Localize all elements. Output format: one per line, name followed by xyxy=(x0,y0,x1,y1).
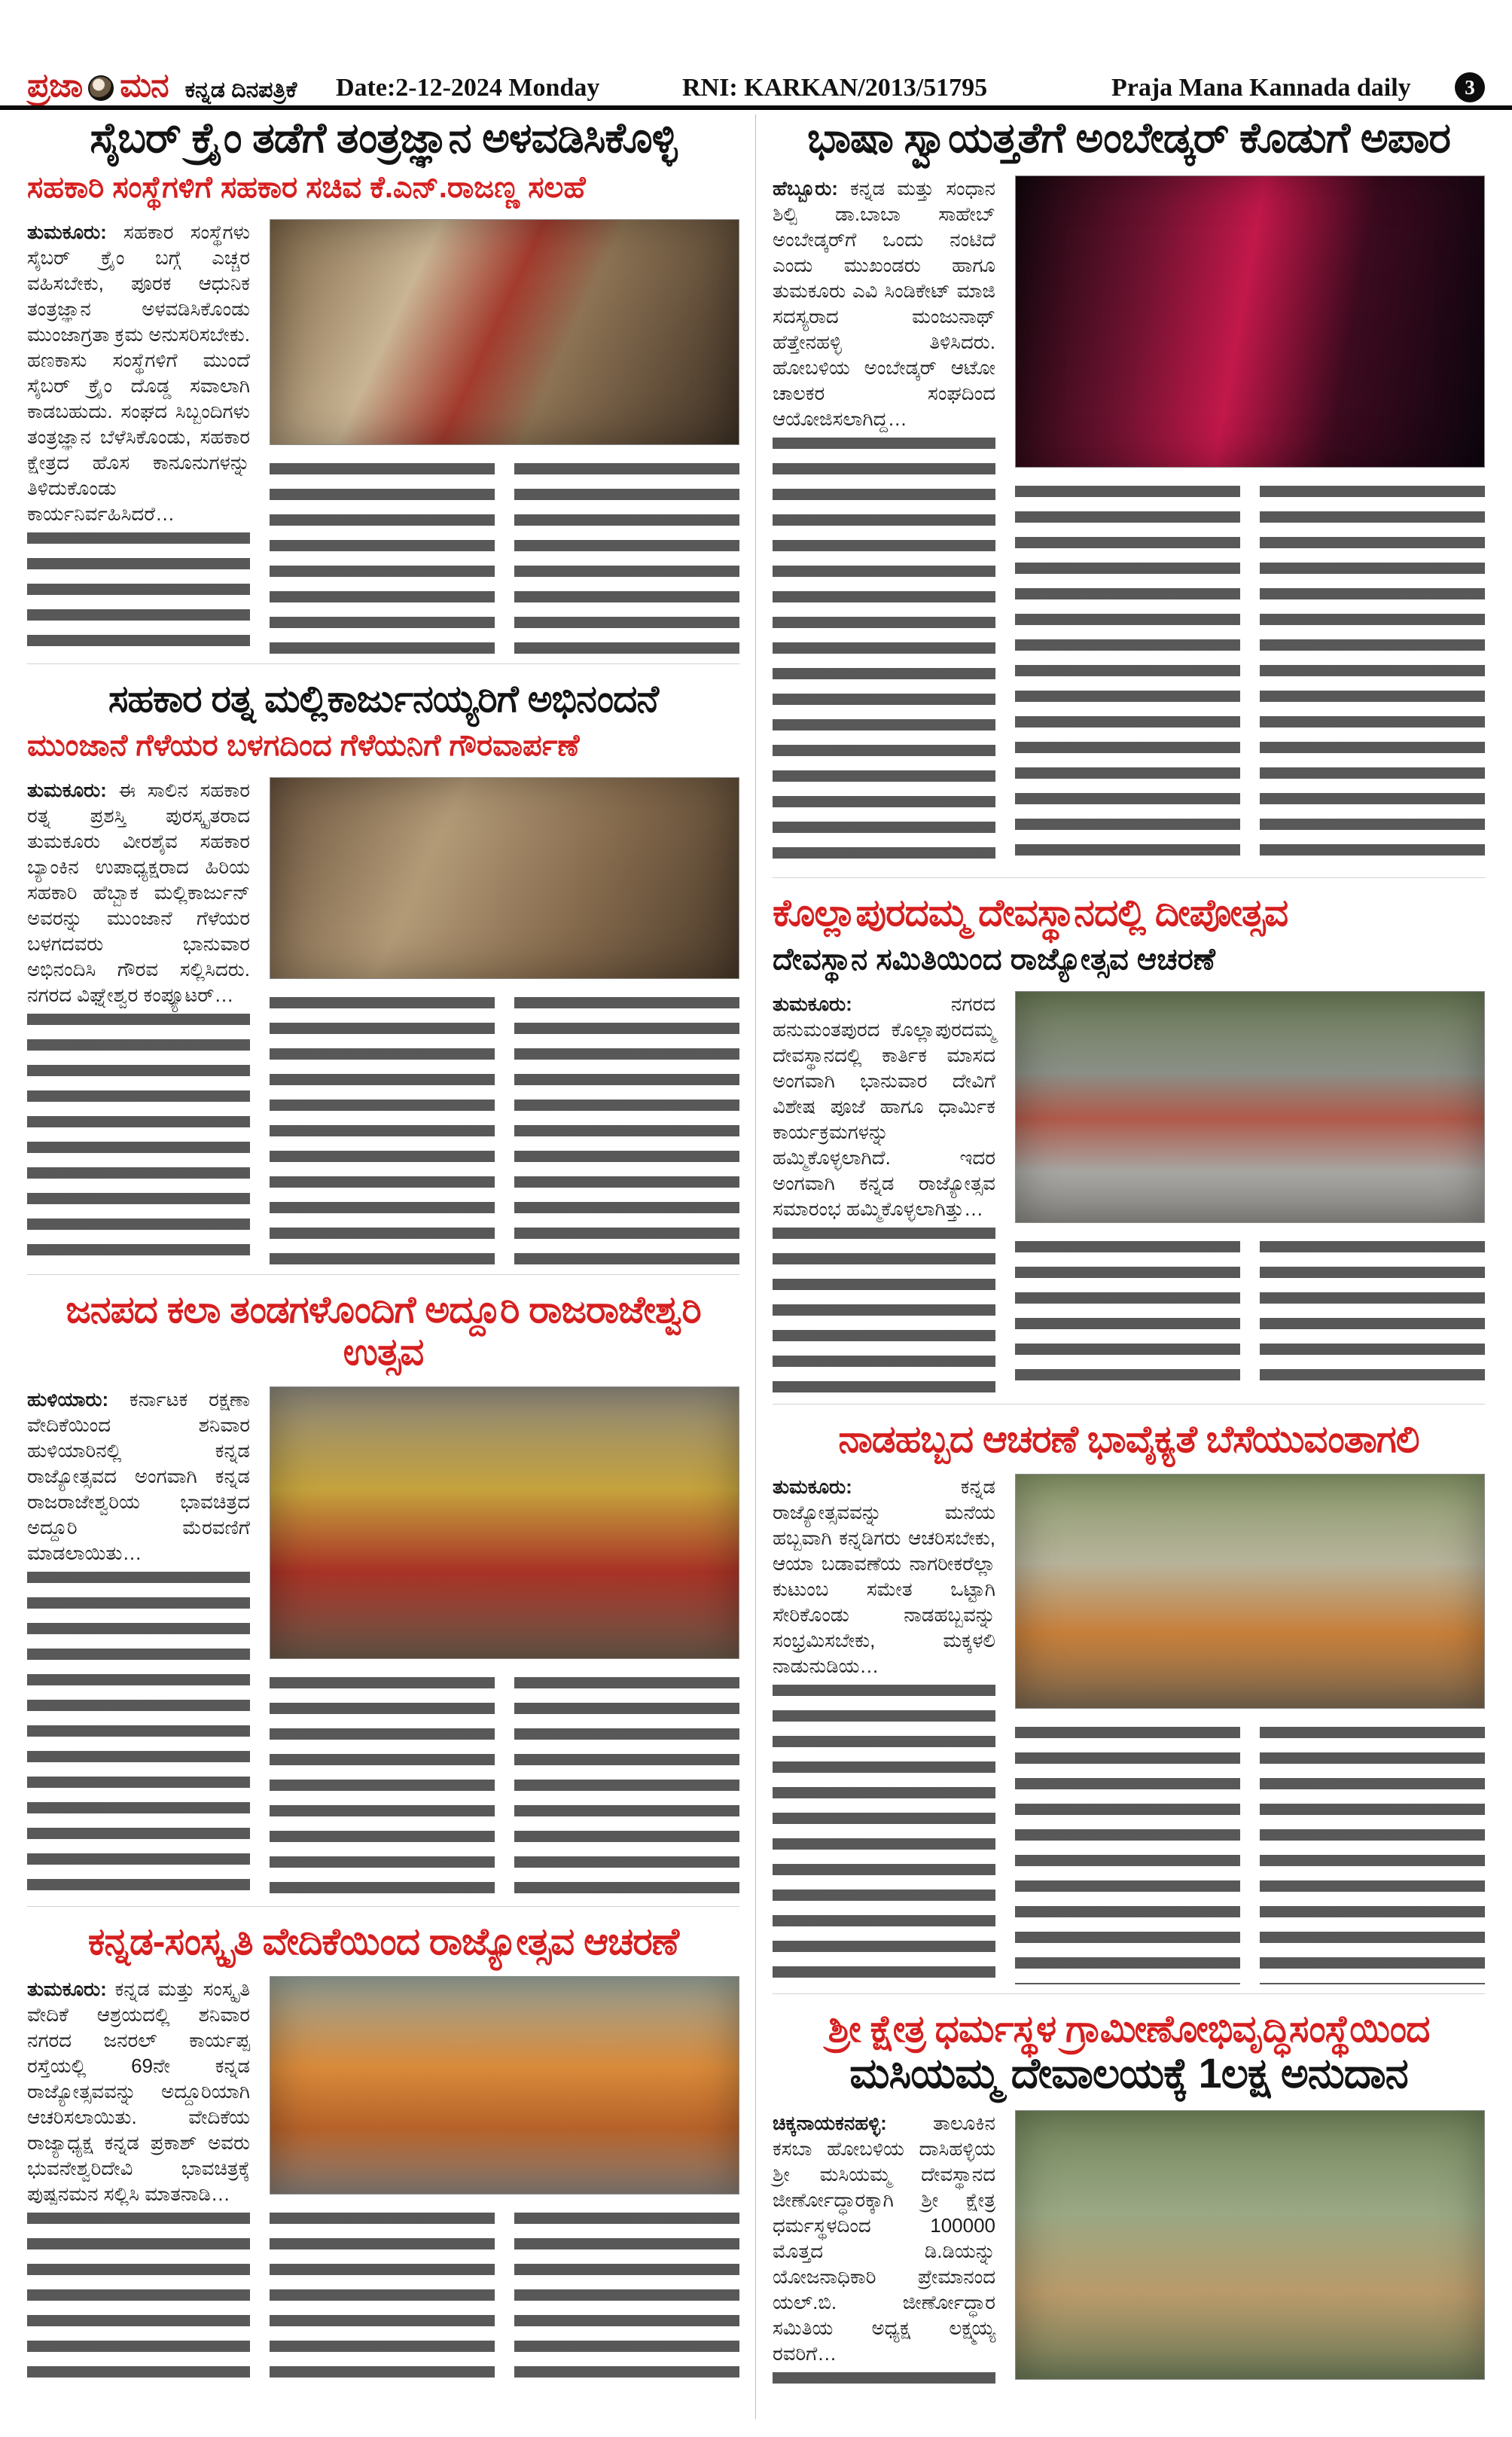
article-headline: ಕನ್ನಡ-ಸಂಸ್ಕೃತಿ ವೇದಿಕೆಯಿಂದ ರಾಜ್ಯೋತ್ಸವ ಆಚರಣೆ xyxy=(87,1920,679,1963)
body-lead: ಕರ್ನಾಟಕ ರಕ್ಷಣಾ ವೇದಿಕೆಯಿಂದ ಶನಿವಾರ ಹುಳಿಯಾರಿನಲ್ಲಿ ಕನ್ನಡ ರಾಜ್ಯೋತ್ಸವದ ಅಂಗವಾಗಿ ಕನ್ನಡ ರಾಜರಾಜೇಶ್ವರಿಯ ಭಾವಚಿತ್ರದ ಅದ್ದೂರಿ ಮೆರವಣಿಗೆ ಮಾಡಲಾಯಿತು… xyxy=(27,1387,250,1564)
body-text-columns xyxy=(1015,1721,1485,1984)
article-photo xyxy=(270,219,739,445)
article-subhead: ದೇವಸ್ಥಾನ ಸಮಿತಿಯಿಂದ ರಾಜ್ಯೋತ್ಸವ ಆಚರಣೆ xyxy=(773,942,1215,976)
body-lead: ಸಹಕಾರ ಸಂಸ್ಥೆಗಳು ಸೈಬರ್ ಕ್ರೈಂ ಬಗ್ಗೆ ಎಚ್ಚರ ವಹಿಸಬೇಕು, ಪೂರಕ ಆಧುನಿಕ ತಂತ್ರಜ್ಞಾನ ಅಳವಡಿಸಿಕೊಂಡು ಮುಂಜಾಗ್ರತಾ ಕ್ರಮ ಅನುಸರಿಸಬೇಕು. ಹಣಕಾಸು ಸಂಸ್ಥೆಗಳಿಗೆ ಮುಂದೆ ಸೈಬರ್ ಕ್ರೈಂ ದೊಡ್ಡ ಸವಾಲಾಗಿ ಕಾಡಬಹುದು. ಸಂಘದ ಸಿಬ್ಬಂದಿಗಳು ತಂತ್ರಜ್ಞಾನ ಬೆಳೆಸಿಕೊಂಡು, ಸಹಕಾರ ಕ್ಷೇತ್ರದ ಹೊಸ ಕಾನೂನುಗಳನ್ನು ತಿಳಿದುಕೊಂಡು ಕಾರ್ಯನಿರ್ವಹಿಸಿದರೆ… xyxy=(27,220,250,525)
body-column-1 xyxy=(773,175,995,868)
dateline: ಹೆಬ್ಬೂರು: xyxy=(773,176,838,200)
body-lead: ನಗರದ ಹನುಮಂತಪುರದ ಕೊಲ್ಲಾಪುರದಮ್ಮ ದೇವಸ್ಥಾನದಲ್ಲಿ ಕಾರ್ತಿಕ ಮಾಸದ ಅಂಗವಾಗಿ ಭಾನುವಾರ ದೇವಿಗೆ ವಿಶೇಷ ಪೂಜೆ ಹಾಗೂ ಧಾರ್ಮಿಕ ಕಾರ್ಯಕ್ರಮಗಳನ್ನು ಹಮ್ಮಿಕೊಳ್ಳಲಾಗಿದೆ. ಇದರ ಅಂಗವಾಗಿ ಕನ್ನಡ ರಾಜ್ಯೋತ್ಸವ ಸಮಾರಂಭ ಹಮ್ಮಿಕೊಳ್ಳಲಾಗಿತ್ತು… xyxy=(773,992,995,1220)
article-body-text xyxy=(773,1474,995,1679)
newspaper-logo xyxy=(27,69,297,102)
body-column-1 xyxy=(27,1976,250,2380)
article-dharmasthala-grant xyxy=(773,2008,1485,2397)
article-headline: ಸೈಬರ್ ಕ್ರೈಂ ತಡೆಗೆ ತಂತ್ರಜ್ಞಾನ ಅಳವಡಿಸಿಕೊಳ್ಳಿ xyxy=(90,114,677,161)
article-body-layout xyxy=(27,777,739,1265)
body-text-columns xyxy=(270,991,739,1265)
logo-tagline: ಕನ್ನಡ ದಿನಪತ್ರಿಕೆ xyxy=(184,78,297,102)
article-headline-line2: ಮಸಿಯಮ್ಮ ದೇವಾಲಯಕ್ಕೆ 1ಲಕ್ಷ ಅನುದಾನ xyxy=(849,2048,1408,2097)
article-body-text xyxy=(773,2110,995,2366)
article-naadahabba xyxy=(773,1418,1485,1994)
body-text-placeholder xyxy=(773,2372,995,2387)
article-body-layout xyxy=(27,1976,739,2380)
body-text-columns xyxy=(270,457,739,654)
body-text-placeholder xyxy=(1015,1727,1240,1984)
right-column xyxy=(773,114,1485,2410)
body-text-placeholder xyxy=(1260,1727,1485,1984)
article-body-layout xyxy=(773,175,1485,868)
dateline: ತುಮಕೂರು: xyxy=(773,992,852,1015)
body-text-placeholder xyxy=(270,2213,495,2380)
body-column-1 xyxy=(773,1474,995,1984)
article-headline: ಭಾಷಾ ಸ್ವಾಯತ್ತತೆಗೆ ಅಂಬೇಡ್ಕರ್ ಕೊಡುಗೆ ಅಪಾರ xyxy=(807,114,1450,161)
body-text-placeholder xyxy=(1260,1241,1485,1395)
body-text-placeholder xyxy=(270,1677,495,1897)
dateline: ತುಮಕೂರು: xyxy=(27,1977,107,2000)
article-body-layout xyxy=(773,991,1485,1395)
body-lead: ತಾಲೂಕಿನ ಕಸಬಾ ಹೋಬಳಿಯ ದಾಸಿಹಳ್ಳಿಯ ಶ್ರೀ ಮಸಿಯಮ್ಮ ದೇವಸ್ಥಾನದ ಜೀರ್ಣೋದ್ಧಾರಕ್ಕಾಗಿ ಶ್ರೀ ಕ್ಷೇತ್ರ ಧರ್ಮಸ್ಥಳದಿಂದ 100000 ಮೊತ್ತದ ಡಿ.ಡಿಯನ್ನು ಯೋಜನಾಧಿಕಾರಿ ಪ್ರೇಮಾನಂದ ಯಲ್.ಬಿ. ಜೀರ್ಣೋದ್ಧಾರ ಸಮಿತಿಯ ಅಧ್ಯಕ್ಷ ಲಕ್ಷ್ಮಯ್ಯ ರವರಿಗೆ… xyxy=(773,2112,995,2365)
body-text-columns xyxy=(270,1671,739,1897)
article-subhead: ಸಹಕಾರಿ ಸಂಸ್ಥೆಗಳಿಗೆ ಸಹಕಾರ ಸಚಿವ ಕೆ.ಎನ್.ರಾಜಣ್ಣ ಸಲಹೆ xyxy=(27,170,586,204)
body-columns-2-3 xyxy=(270,219,739,654)
body-text-placeholder xyxy=(27,1014,250,1265)
rni-registration-number: RNI: KARKAN/2013/51795 xyxy=(682,74,988,102)
article-photo xyxy=(1015,2110,1485,2380)
article-photo xyxy=(1015,175,1485,468)
article-photo xyxy=(1015,991,1485,1223)
dateline: ತುಮಕೂರು: xyxy=(27,220,107,243)
article-photo xyxy=(270,1976,739,2195)
body-column-1 xyxy=(773,991,995,1395)
body-lead: ಕನ್ನಡ ಮತ್ತು ಸಂಧಾನ ಶಿಲ್ಪಿ ಡಾ.ಬಾಬಾ ಸಾಹೇಬ್ ಅಂಬೇಡ್ಕರ್‌ಗೆ ಒಂದು ನಂಟಿದೆ ಎಂದು ಮುಖಂಡರು ಹಾಗೂ ತುಮಕೂರು ಎವಿ ಸಿಂಡಿಕೇಟ್ ಮಾಜಿ ಸದಸ್ಯರಾದ ಮಂಜುನಾಥ್ ಹೆತ್ತೇನಹಳ್ಳಿ ತಿಳಿಸಿದರು. ಹೋಬಳಿಯ ಅಂಬೇಡ್ಕರ್ ಆಟೋ ಚಾಲಕರ ಸಂಘದಿಂದ ಆಯೋಜಿಸಲಾಗಿದ್ದ… xyxy=(773,176,995,430)
body-text-placeholder xyxy=(27,532,250,654)
page-number-badge: 3 xyxy=(1455,72,1485,102)
article-subhead: ಮುಂಜಾನೆ ಗೆಳೆಯರ ಬಳಗದಿಂದ ಗೆಳೆಯನಿಗೆ ಗೌರವಾರ್ಪಣೆ xyxy=(27,728,580,762)
body-text-placeholder xyxy=(1260,486,1485,868)
body-text-placeholder xyxy=(1015,486,1240,868)
body-text-columns xyxy=(1015,480,1485,868)
dateline: ತುಮಕೂರು: xyxy=(773,1475,852,1498)
body-columns-2-3 xyxy=(1015,1474,1485,1984)
body-text-placeholder xyxy=(1015,1241,1240,1395)
body-text-placeholder xyxy=(773,438,995,868)
body-text-columns xyxy=(270,2207,739,2380)
body-text-placeholder xyxy=(773,1685,995,1984)
body-column-1 xyxy=(773,2110,995,2387)
body-columns-2-3 xyxy=(270,777,739,1265)
article-body-layout xyxy=(27,1386,739,1897)
article-kollapuradamma-deepotsava xyxy=(773,892,1485,1405)
logo-text-part2: ಮನ xyxy=(120,67,169,104)
body-text-placeholder xyxy=(514,997,739,1265)
dateline: ಚಿಕ್ಕನಾಯಕನಹಳ್ಳಿ: xyxy=(773,2112,887,2135)
body-text-placeholder xyxy=(27,1572,250,1897)
body-lead: ಈ ಸಾಲಿನ ಸಹಕಾರ ರತ್ನ ಪ್ರಶಸ್ತಿ ಪುರಸ್ಕೃತರಾದ ತುಮಕೂರು ವೀರಶೈವ ಸಹಕಾರ ಬ್ಯಾಂಕಿನ ಉಪಾಧ್ಯಕ್ಷರಾದ ಹಿರಿಯ ಸಹಕಾರಿ ಹೆಬ್ಬಾಕ ಮಲ್ಲಿಕಾರ್ಜುನ್ ಅವರನ್ನು ಮುಂಜಾನೆ ಗೆಳೆಯರ ಬಳಗದವರು ಭಾನುವಾರ ಅಭಿನಂದಿಸಿ ಗೌರವ ಸಲ್ಲಿಸಿದರು. ನಗರದ ವಿಘ್ನೇಶ್ವರ ಕಂಪ್ಯೂಟರ್… xyxy=(27,778,250,1006)
article-body-text xyxy=(773,991,995,1222)
article-headline: ಸಹಕಾರ ರತ್ನ ಮಲ್ಲಿಕಾರ್ಜುನಯ್ಯರಿಗೆ ಅಭಿನಂದನೆ xyxy=(108,677,659,720)
body-text-placeholder xyxy=(27,2213,250,2380)
body-columns-2-3 xyxy=(1015,2110,1485,2387)
masthead xyxy=(27,59,1485,102)
paper-name-english: Praja Mana Kannada daily xyxy=(1111,74,1411,102)
article-body-text xyxy=(27,777,250,1008)
article-body-layout xyxy=(773,2110,1485,2387)
body-columns-2-3 xyxy=(270,1976,739,2380)
article-janapada-utsava xyxy=(27,1289,739,1907)
body-text-placeholder xyxy=(514,1677,739,1897)
body-text-placeholder xyxy=(514,463,739,654)
article-body-text xyxy=(27,1386,250,1566)
body-text-placeholder xyxy=(773,1228,995,1395)
article-sahakara-ratna xyxy=(27,678,739,1275)
edition-date: Date:2-12-2024 Monday xyxy=(336,74,600,102)
article-body-layout xyxy=(27,219,739,654)
body-column-1 xyxy=(27,777,250,1265)
page-columns xyxy=(27,114,1485,2410)
body-text-placeholder xyxy=(270,463,495,654)
article-body-text xyxy=(27,1976,250,2207)
body-columns-2-3 xyxy=(1015,991,1485,1395)
masthead-rule xyxy=(0,105,1512,110)
body-lead: ಕನ್ನಡ ಮತ್ತು ಸಂಸ್ಕೃತಿ ವೇದಿಕೆ ಆಶ್ರಯದಲ್ಲಿ ಶನಿವಾರ ನಗರದ ಜನರಲ್ ಕಾರ್ಯಪ್ಪ ರಸ್ತೆಯಲ್ಲಿ 69ನೇ ಕನ್ನಡ ರಾಜ್ಯೋತ್ಸವವನ್ನು ಅದ್ದೂರಿಯಾಗಿ ಆಚರಿಸಲಾಯಿತು. ವೇದಿಕೆಯ ರಾಜ್ಯಾಧ್ಯಕ್ಷ ಕನ್ನಡ ಪ್ರಕಾಶ್ ಅವರು ಭುವನೇಶ್ವರಿದೇವಿ ಭಾವಚಿತ್ರಕ್ಕೆ ಪುಷ್ಪನಮನ ಸಲ್ಲಿಸಿ ಮಾತನಾಡಿ… xyxy=(27,1977,250,2205)
body-lead: ಕನ್ನಡ ರಾಜ್ಯೋತ್ಸವವನ್ನು ಮನೆಯ ಹಬ್ಬವಾಗಿ ಕನ್ನಡಿಗರು ಆಚರಿಸಬೇಕು, ಆಯಾ ಬಡಾವಣೆಯ ನಾಗರೀಕರೆಲ್ಲಾ ಕುಟುಂಬ ಸಮೇತ ಒಟ್ಟಾಗಿ ಸೇರಿಕೊಂಡು ನಾಡಹಬ್ಬವನ್ನು ಸಂಭ್ರಮಿಸಬೇಕು, ಮಕ್ಕಳಲಿ ನಾಡುನುಡಿಯ… xyxy=(773,1475,995,1677)
article-body-layout xyxy=(773,1474,1485,1984)
article-body-text xyxy=(27,219,250,526)
article-photo xyxy=(270,777,739,979)
body-column-1 xyxy=(27,1386,250,1897)
body-text-columns xyxy=(1015,1235,1485,1395)
article-headline-line1: ಶ್ರೀ ಕ್ಷೇತ್ರ ಧರ್ಮಸ್ಥಳ ಗ್ರಾಮೀಣೋಭಿವೃದ್ಧಿಸಂಸ್ಥೆಯಿಂದ xyxy=(828,2007,1430,2050)
body-columns-2-3 xyxy=(1015,175,1485,868)
article-kannada-samskruti xyxy=(27,1920,739,2389)
body-columns-2-3 xyxy=(270,1386,739,1897)
article-photo xyxy=(270,1386,739,1659)
body-column-1 xyxy=(27,219,250,654)
article-body-text xyxy=(773,175,995,432)
article-cyber-crime xyxy=(27,114,739,664)
article-ambedkar-language xyxy=(773,114,1485,878)
article-headline: ನಾಡಹಬ್ಬದ ಆಚರಣೆ ಭಾವೈಕ್ಯತೆ ಬೆಸೆಯುವಂತಾಗಲಿ xyxy=(838,1417,1419,1460)
dateline: ತುಮಕೂರು: xyxy=(27,778,107,801)
article-headline: ಕೊಲ್ಲಾಪುರದಮ್ಮ ದೇವಸ್ಥಾನದಲ್ಲಿ ದೀಪೋತ್ಸವ xyxy=(773,891,1288,934)
left-column xyxy=(27,114,739,2410)
dateline: ಹುಳಿಯಾರು: xyxy=(27,1387,109,1411)
article-headline: ಜನಪದ ಕಲಾ ತಂಡಗಳೊಂದಿಗೆ ಅದ್ದೂರಿ ರಾಜರಾಜೇಶ್ವರಿ ಉತ್ಸವ xyxy=(66,1288,701,1373)
body-text-placeholder xyxy=(270,997,495,1265)
article-photo xyxy=(1015,1474,1485,1709)
logo-text-part1: ಪ್ರಜಾ xyxy=(27,67,83,104)
body-text-placeholder xyxy=(514,2213,739,2380)
masthead-emblem-icon xyxy=(88,75,114,101)
